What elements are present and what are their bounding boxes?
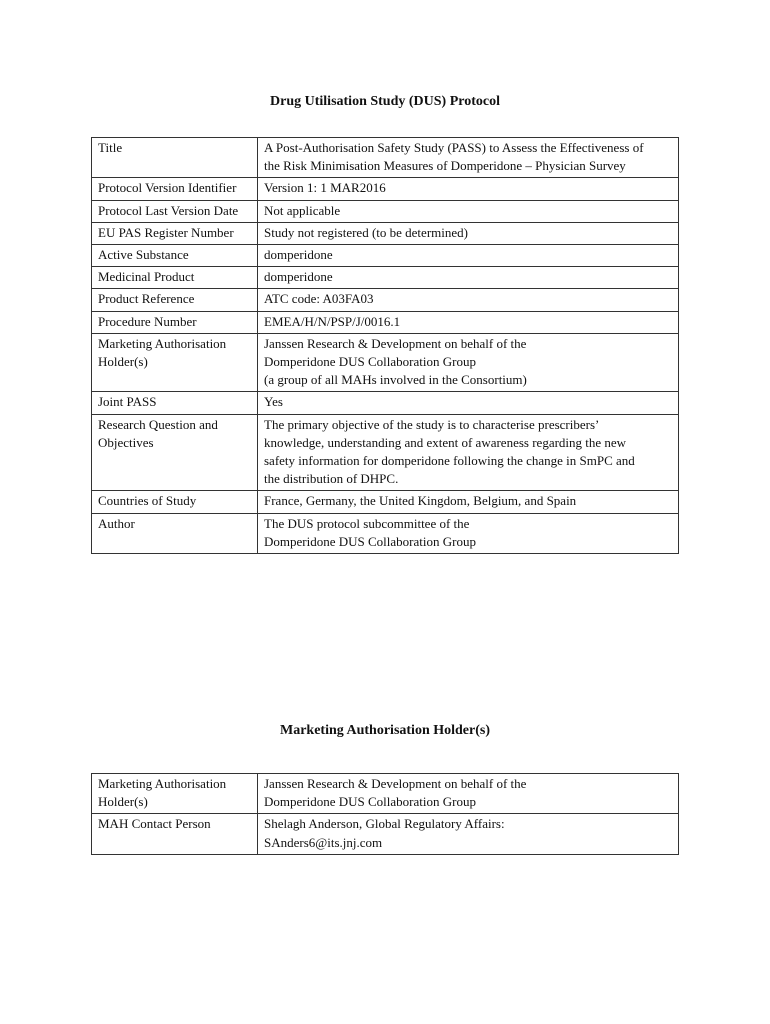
row-label: Marketing Authorisation (98, 335, 227, 351)
row-label-cell (92, 491, 258, 513)
row-value: Study not registered (to be determined) (264, 224, 468, 240)
row-value: Domperidone DUS Collaboration Group (264, 794, 476, 810)
row-value-cell (258, 774, 679, 814)
row-value: (a group of all MAHs involved in the Consortium) (264, 372, 527, 388)
row-label-cell (92, 311, 258, 333)
row-label: Protocol Last Version Date (98, 202, 239, 218)
row-value-cell (258, 491, 679, 513)
row-label-cell (92, 222, 258, 244)
row-value-cell (258, 513, 679, 553)
row-label: Countries of Study (98, 493, 197, 509)
row-label: Holder(s) (98, 794, 148, 810)
row-label: Active Substance (98, 247, 189, 263)
row-label: Title (98, 140, 123, 155)
row-value-cell (258, 267, 679, 289)
row-label: Author (98, 515, 135, 531)
row-value: domperidone (264, 269, 333, 285)
row-value: SAnders6@its.jnj.com (264, 834, 383, 850)
row-label: Protocol Version Identifier (98, 180, 237, 196)
row-value: A Post-Authorisation Safety Study (PASS) to Assess the Effectiveness of (264, 140, 644, 155)
row-value: domperidone (264, 247, 333, 263)
row-value-cell (258, 245, 679, 267)
row-label: Joint PASS (98, 394, 157, 410)
row-value: Domperidone DUS Collaboration Group (264, 533, 476, 549)
row-value-cell (258, 289, 679, 311)
row-value: Domperidone DUS Collaboration Group (264, 354, 476, 370)
table-row-mah-contact-person (92, 814, 679, 854)
table-row-procedure-number (92, 311, 679, 333)
table-row-author (92, 513, 679, 553)
row-label: Medicinal Product (98, 269, 195, 285)
row-label-cell (92, 267, 258, 289)
row-label-cell (92, 392, 258, 414)
table-row-joint-pass (92, 392, 679, 414)
row-value: Yes (264, 394, 283, 410)
row-value: France, Germany, the United Kingdom, Belgium, and Spain (264, 493, 577, 509)
row-value-cell (258, 392, 679, 414)
row-label: Product Reference (98, 291, 195, 307)
row-value-cell (258, 178, 679, 200)
table-row-protocol-version-identifier (92, 178, 679, 200)
mah-section-title: Marketing Authorisation Holder(s) (280, 723, 490, 738)
row-label-cell (92, 245, 258, 267)
row-label: EU PAS Register Number (98, 224, 234, 240)
row-label-cell (92, 414, 258, 491)
table-row-active-substance (92, 245, 679, 267)
row-value: Janssen Research & Development on behalf of the (264, 776, 527, 791)
row-value-cell (258, 138, 679, 178)
row-value-cell (258, 311, 679, 333)
row-label-cell (92, 138, 258, 178)
row-value: Not applicable (264, 202, 341, 218)
row-label-cell (92, 289, 258, 311)
row-value-cell (258, 414, 679, 491)
row-value: Version 1: 1 MAR2016 (264, 180, 386, 196)
row-label-cell (92, 178, 258, 200)
row-label: Objectives (98, 434, 154, 450)
row-value: Shelagh Anderson, Global Regulatory Affairs: (264, 816, 505, 832)
table-row-title (92, 138, 679, 178)
table-row-protocol-last-version-date (92, 200, 679, 222)
row-label: Marketing Authorisation (98, 776, 227, 791)
row-value: knowledge, understanding and extent of awareness regarding the new (264, 434, 627, 450)
row-label-cell (92, 513, 258, 553)
row-label: MAH Contact Person (98, 816, 211, 832)
table-row-eu-pas-register-number (92, 222, 679, 244)
table-row-marketing-authorisation-holder-s (92, 774, 679, 814)
row-label-cell (92, 200, 258, 222)
protocol-info-table (91, 137, 679, 554)
row-label-cell (92, 814, 258, 854)
table-row-countries-of-study (92, 491, 679, 513)
table-row-research-question-and-objectives (92, 414, 679, 491)
mah-info-table (91, 773, 679, 855)
row-value: the distribution of DHPC. (264, 471, 399, 487)
row-label-cell (92, 774, 258, 814)
row-value: safety information for domperidone following the change in SmPC and (264, 453, 635, 469)
row-value: ATC code: A03FA03 (264, 291, 374, 307)
row-value: Janssen Research & Development on behalf of the (264, 335, 527, 351)
document-title: Drug Utilisation Study (DUS) Protocol (270, 94, 500, 109)
row-value: The primary objective of the study is to characterise prescribers’ (264, 416, 600, 432)
row-value-cell (258, 333, 679, 392)
row-value-cell (258, 814, 679, 854)
table-row-product-reference (92, 289, 679, 311)
row-value-cell (258, 200, 679, 222)
row-value-cell (258, 222, 679, 244)
row-label: Holder(s) (98, 354, 148, 370)
row-value: EMEA/H/N/PSP/J/0016.1 (264, 313, 401, 329)
row-label: Research Question and (98, 416, 218, 432)
table-row-medicinal-product (92, 267, 679, 289)
table-row-marketing-authorisation-holder-s (92, 333, 679, 392)
row-value: The DUS protocol subcommittee of the (264, 515, 470, 531)
row-label-cell (92, 333, 258, 392)
row-label: Procedure Number (98, 313, 197, 329)
row-value: the Risk Minimisation Measures of Domperidone – Physician Survey (264, 158, 626, 174)
